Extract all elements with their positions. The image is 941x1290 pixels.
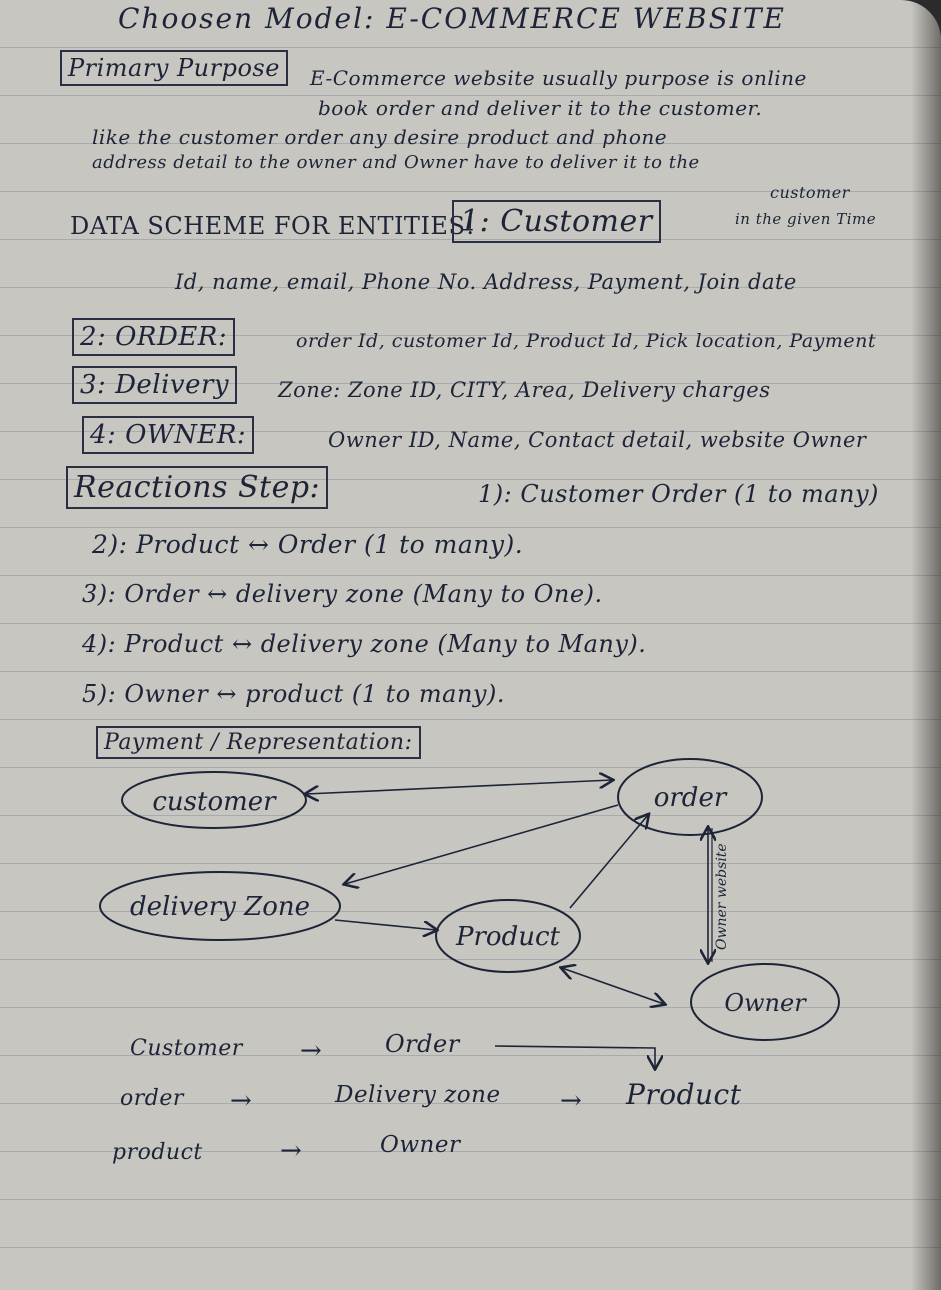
flow-3-to: Owner [380, 1132, 461, 1158]
entity-order-fields: order Id, customer Id, Product Id, Pick location, Payment [296, 330, 877, 352]
purpose-line-5: customer [770, 183, 850, 202]
flow-1-arrow: → [300, 1036, 323, 1066]
flow-order-to-product-arrow [495, 1046, 655, 1068]
entity-delivery-fields: Zone: Zone ID, CITY, Area, Delivery charges [278, 378, 771, 402]
node-customer-label: customer [152, 787, 276, 817]
flow-3-arrow: → [280, 1136, 303, 1166]
relation-5: 5): Owner ↔ product (1 to many). [82, 680, 505, 708]
entity-owner-label: 4: OWNER: [82, 416, 254, 454]
purpose-line-4: address detail to the owner and Owner have to deliver it to the [92, 152, 700, 173]
entity-customer-label: 1: Customer [452, 200, 661, 243]
entity-owner-fields: Owner ID, Name, Contact detail, website Owner [328, 428, 867, 452]
purpose-line-1: E-Commerce website usually purpose is online [310, 66, 807, 90]
node-delivery-label: delivery Zone [130, 892, 310, 922]
flow-2-arrow-a: → [230, 1086, 253, 1116]
flow-2-from: order [120, 1086, 184, 1111]
entity-delivery-label: 3: Delivery [72, 366, 237, 404]
node-owner-label: Owner [724, 989, 806, 1017]
flow-2-arrow-b: → [560, 1086, 583, 1116]
purpose-label: Primary Purpose [60, 50, 288, 86]
flow-2-to: Product [626, 1078, 742, 1111]
relation-1: 1): Customer Order (1 to many) [478, 480, 879, 508]
entity-customer-fields: Id, name, email, Phone No. Address, Payment, Join date [175, 270, 797, 294]
schema-label: DATA SCHEME FOR ENTITIES! [70, 212, 476, 240]
flow-3-from: product [112, 1140, 203, 1165]
entity-order-label: 2: ORDER: [72, 318, 235, 356]
flow-1-to: Order [385, 1030, 460, 1058]
node-order-label: order [653, 783, 727, 813]
relation-4: 4): Product ↔ delivery zone (Many to Many). [82, 630, 647, 658]
page-title: Choosen Model: E-COMMERCE WEBSITE [118, 2, 786, 35]
relation-2: 2): Product ↔ Order (1 to many). [92, 530, 524, 559]
purpose-line-2: book order and deliver it to the customer. [318, 96, 763, 120]
diagram-label: Payment / Representation: [96, 726, 421, 759]
purpose-line-6: in the given Time [735, 210, 877, 228]
relations-label: Reactions Step: [66, 466, 328, 509]
node-product-label: Product [456, 922, 560, 952]
flow-1-from: Customer [130, 1036, 243, 1061]
relation-3: 3): Order ↔ delivery zone (Many to One). [82, 580, 603, 608]
edge-owner-website-label: Owner website [714, 843, 730, 950]
flow-2-mid: Delivery zone [335, 1082, 501, 1108]
purpose-line-3: like the customer order any desire product and phone [92, 125, 668, 149]
